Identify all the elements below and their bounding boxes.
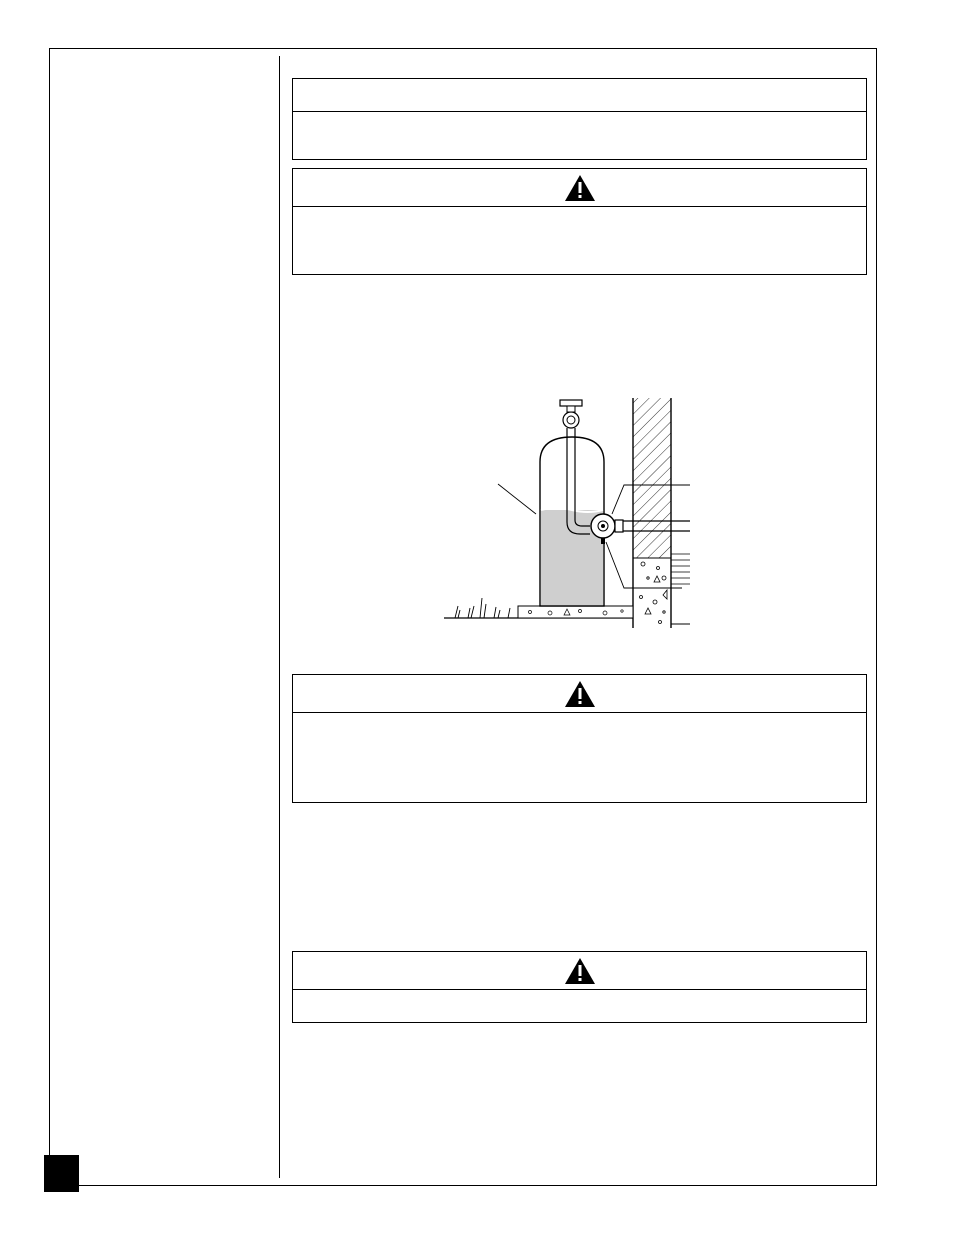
warning-body-1 xyxy=(293,207,866,219)
warning-box-3 xyxy=(292,951,867,1023)
wall xyxy=(633,398,690,628)
notice-body xyxy=(293,112,866,124)
warning-box-1 xyxy=(292,168,867,275)
notice-box xyxy=(292,78,867,160)
notice-title xyxy=(293,79,866,112)
warning-triangle-icon xyxy=(564,680,596,708)
warning-box-2 xyxy=(292,674,867,803)
propane-tank xyxy=(540,400,604,606)
tank-installation-figure xyxy=(440,392,690,632)
warning-triangle-icon xyxy=(564,174,596,202)
column-divider xyxy=(279,56,280,1178)
warning-triangle-icon xyxy=(564,957,596,985)
warning-body-3 xyxy=(293,990,866,1002)
page-number-tab xyxy=(44,1155,79,1192)
warning-body-2 xyxy=(293,713,866,725)
